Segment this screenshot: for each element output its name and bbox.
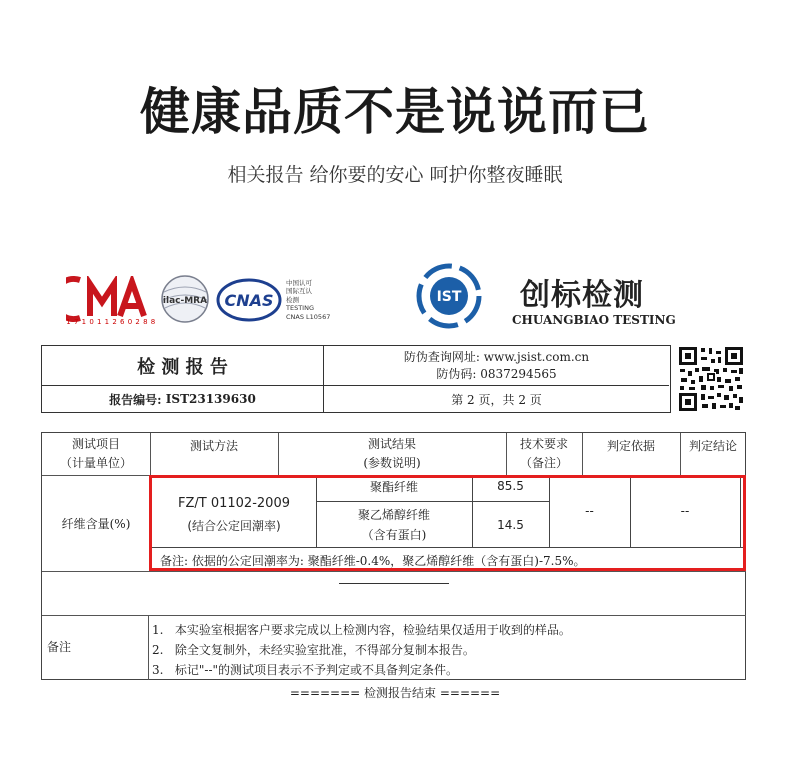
header-result: 测试结果 (参数说明): [363, 437, 421, 470]
svg-text:CNAS: CNAS: [224, 291, 274, 310]
verify-url: www.jsist.com.cn: [483, 349, 590, 364]
report-title: 检 测 报 告: [42, 346, 324, 386]
header-basis: 判定依据: [606, 439, 655, 453]
company-name-en: CHUANGBIAO TESTING: [512, 313, 676, 327]
highlight-box: [149, 475, 746, 571]
company-name-cn: 创标检测: [520, 278, 644, 313]
header-item: 测试项目 （计量单位）: [59, 437, 132, 470]
verify-code: 0837294565: [480, 366, 557, 381]
report-number: 报告编号: IST23139630: [42, 386, 324, 412]
header-conclusion: 判定结论: [688, 439, 737, 453]
cnas-logo-icon: [216, 278, 282, 322]
header-requirement: 技术要求 （备注）: [519, 437, 568, 470]
fiber-value-polyester: 85.5: [497, 479, 524, 493]
basis-value: --: [680, 504, 690, 518]
page-info: 第 2 页，共 2 页: [451, 392, 542, 407]
fiber-value-pva: 14.5: [497, 517, 524, 532]
remark-1: 1. 本实验室根据客户要求完成以上检测内容，检验结果仅适用于收到的样品。: [152, 623, 571, 637]
remark-3: 3. 标记"--"的测试项目表示不予判定或不具备判定条件。: [152, 663, 459, 677]
moisture-note: 备注: 依据的公定回潮率为: 聚酯纤维-0.4%，聚乙烯醇纤维（含有蛋白)-7.5%。: [160, 554, 586, 568]
fiber-name-pva: 聚乙烯醇纤维 （含有蛋白): [357, 507, 430, 542]
header-method: 测试方法: [189, 439, 238, 453]
svg-text:ilac-MRA: ilac-MRA: [162, 296, 208, 306]
cnas-caption: 中国认可 国际互认 检测 TESTING CNAS L10567: [286, 279, 331, 321]
page-headline: 健康品质不是说说而已: [140, 83, 650, 141]
qr-code-icon: [677, 345, 745, 413]
item-fiber-content: 纤维含量(%): [61, 516, 131, 531]
page-subheadline: 相关报告 给你要的安心 呵护你整夜睡眠: [227, 164, 563, 186]
ilac-mra-logo-icon: [160, 274, 210, 324]
report-header: [41, 345, 671, 413]
remark-2: 2. 除全文复制外，未经实验室批准，不得部分复制本报告。: [152, 643, 475, 657]
cma-number: 1 7 1 0 1 1 2 6 0 2 8 8: [66, 318, 156, 326]
verification-info: 防伪查询网址: www.jsist.com.cn 防伪码: 0837294565: [324, 346, 669, 386]
test-method: FZ/T 01102-2009 (结合公定回潮率): [178, 496, 290, 533]
ist-logo-icon: [416, 263, 482, 329]
requirement-value: --: [585, 504, 594, 518]
svg-text:IST: IST: [436, 289, 462, 305]
remarks-label: 备注: [47, 640, 72, 654]
fiber-name-polyester: 聚酯纤维: [369, 479, 418, 494]
report-end-marker: ======= 检测报告结束 ======: [289, 686, 501, 700]
